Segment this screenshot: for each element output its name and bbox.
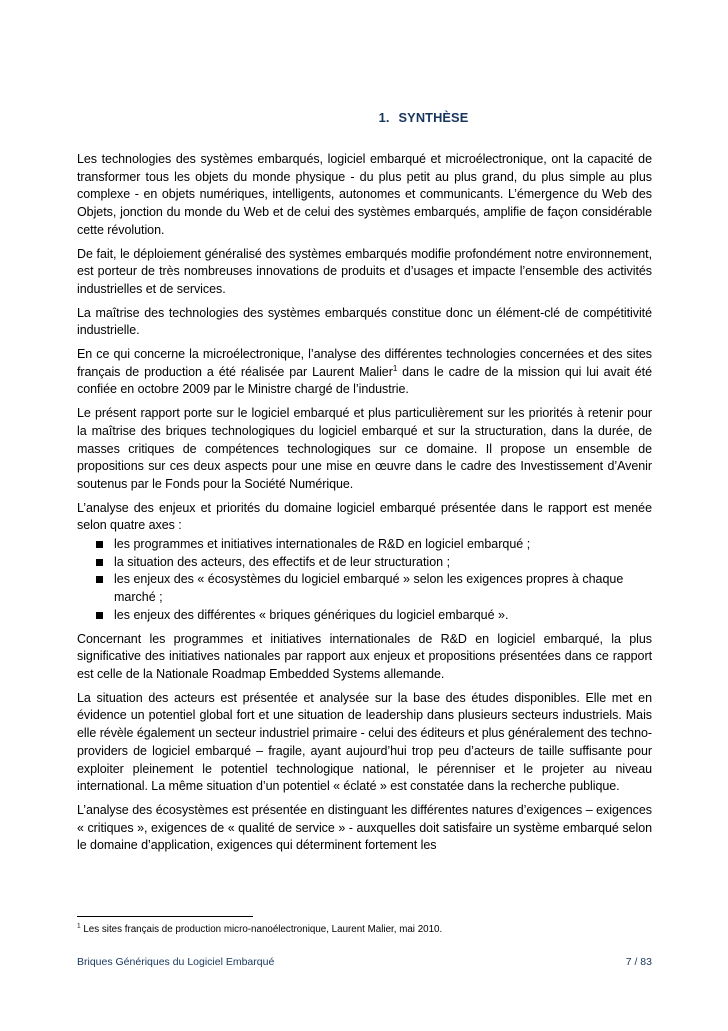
paragraph-mastery: La maîtrise des technologies des systèmes embarqués constitue donc un élément-clé de compétitivité industrielle.: [77, 305, 652, 338]
list-item: [77, 571, 652, 606]
footnote: [77, 923, 652, 936]
bullet-square-icon: [96, 612, 103, 619]
list-item-text: les programmes et initiatives internationales de R&D en logiciel embarqué ;: [114, 537, 531, 552]
section-number: 1.: [378, 110, 390, 125]
page-number: 7 / 83: [625, 956, 652, 968]
paragraph-microelectronics-text-a: En ce qui concerne la microélectronique, l’analyse des différentes technologies concernées et des sites français de production a été réalisée par Laurent Malier: [77, 347, 652, 379]
list-item-text: la situation des acteurs, des effectifs et de leur structuration ;: [114, 554, 451, 569]
paragraph-microelectronics-text-b: dans le cadre de la mission qui lui avait été confiée en octobre 2009 par le Ministre chargé de l’industrie.: [77, 364, 652, 397]
paragraph-intro: Les technologies des systèmes embarqués, logiciel embarqué et microélectronique, ont la capacité de transformer tous les objets du monde physique - du plus petit au plus grand, du plus simple au plus complexe - en objets numériques, intelligents, autonomes et communicants. L’émergence du Web des Objets, jonction du monde du Web et de celui des systèmes embarqués, amplifie de façon considérable cette révolution.: [77, 152, 652, 237]
footnote-text: Les sites français de production micro-nanoélectronique, Laurent Malier, mai 2010.: [80, 924, 443, 935]
bullet-square-icon: [96, 576, 103, 583]
footnote-reference: 1: [392, 363, 398, 373]
page-footer: [77, 956, 652, 968]
section-heading: [77, 110, 652, 125]
list-item: [77, 554, 652, 572]
paragraph-programs: Concernant les programmes et initiatives internationales de R&D en logiciel embarqué, la plus significative des initiatives nationales par rapport aux enjeux et propositions présentées dans ce rapport est celle de la Nationale Roadmap Embedded Systems allemande.: [77, 631, 652, 681]
paragraph-axes-intro: L’analyse des enjeux et priorités du domaine logiciel embarqué présentée dans le rapport est menée selon quatre axes :: [77, 500, 652, 533]
footnote-area: [77, 916, 652, 936]
list-item: [77, 536, 652, 554]
paragraph-ecosystems: L’analyse des écosystèmes est présentée en distinguant les différentes natures d’exigences – exigences « critiques », exigences de « qualité de service » - auxquelles doit satisfaire un système embarqué selon le domaine d’application, exigences qui déterminent fortement les: [77, 802, 652, 853]
footer-document-title: Briques Génériques du Logiciel Embarqué: [77, 956, 275, 968]
footnote-marker: 1: [77, 922, 81, 930]
paragraph-microelectronics: [77, 346, 652, 399]
bullet-square-icon: [96, 541, 103, 548]
paragraph-actors: La situation des acteurs est présentée et analysée sur la base des études disponibles. Elle met en évidence un potentiel global fort et une situation de leadership dans plusieurs secteurs industriels. Mais elle révèle également un secteur industriel primaire - celui des éditeurs et plus généralement des techno-providers de logiciel embarqué – fragile, ayant aujourd’hui trop peu d’acteurs de taille suffisante pour exploiter pleinement le potentiel technologique national, le pérenniser et le projeter au niveau international. La même situation d’un potentiel « éclaté » est constatée dans la recherche publique.: [77, 690, 652, 794]
paragraph-report-scope: Le présent rapport porte sur le logiciel embarqué et plus particulièrement sur les priorités à retenir pour la maîtrise des briques technologiques du logiciel embarqué et sur la structuration, dans la durée, de masses critiques de compétences technologiques sur ce domaine. Il propose un ensemble de propositions sur ces deux aspects pour une mise en œuvre dans le cadre des Investissement d’Avenir soutenus par le Fonds pour la Société Numérique.: [77, 406, 652, 491]
axes-list: [77, 536, 652, 625]
bullet-square-icon: [96, 559, 103, 566]
footnote-separator: [77, 916, 253, 917]
section-title: SYNTHÈSE: [398, 110, 469, 125]
list-item: [77, 607, 652, 625]
paragraph-deployment: De fait, le déploiement généralisé des systèmes embarqués modifie profondément notre environnement, est porteur de très nombreuses innovations de produits et d’usages et impacte l’ensemble des activités industrielles et de services.: [77, 246, 652, 296]
list-item-text: les enjeux des différentes « briques génériques du logiciel embarqué ».: [114, 607, 509, 622]
main-content: [77, 110, 652, 861]
list-item-text: les enjeux des « écosystèmes du logiciel embarqué » selon les exigences propres à chaque marché ;: [114, 572, 624, 605]
